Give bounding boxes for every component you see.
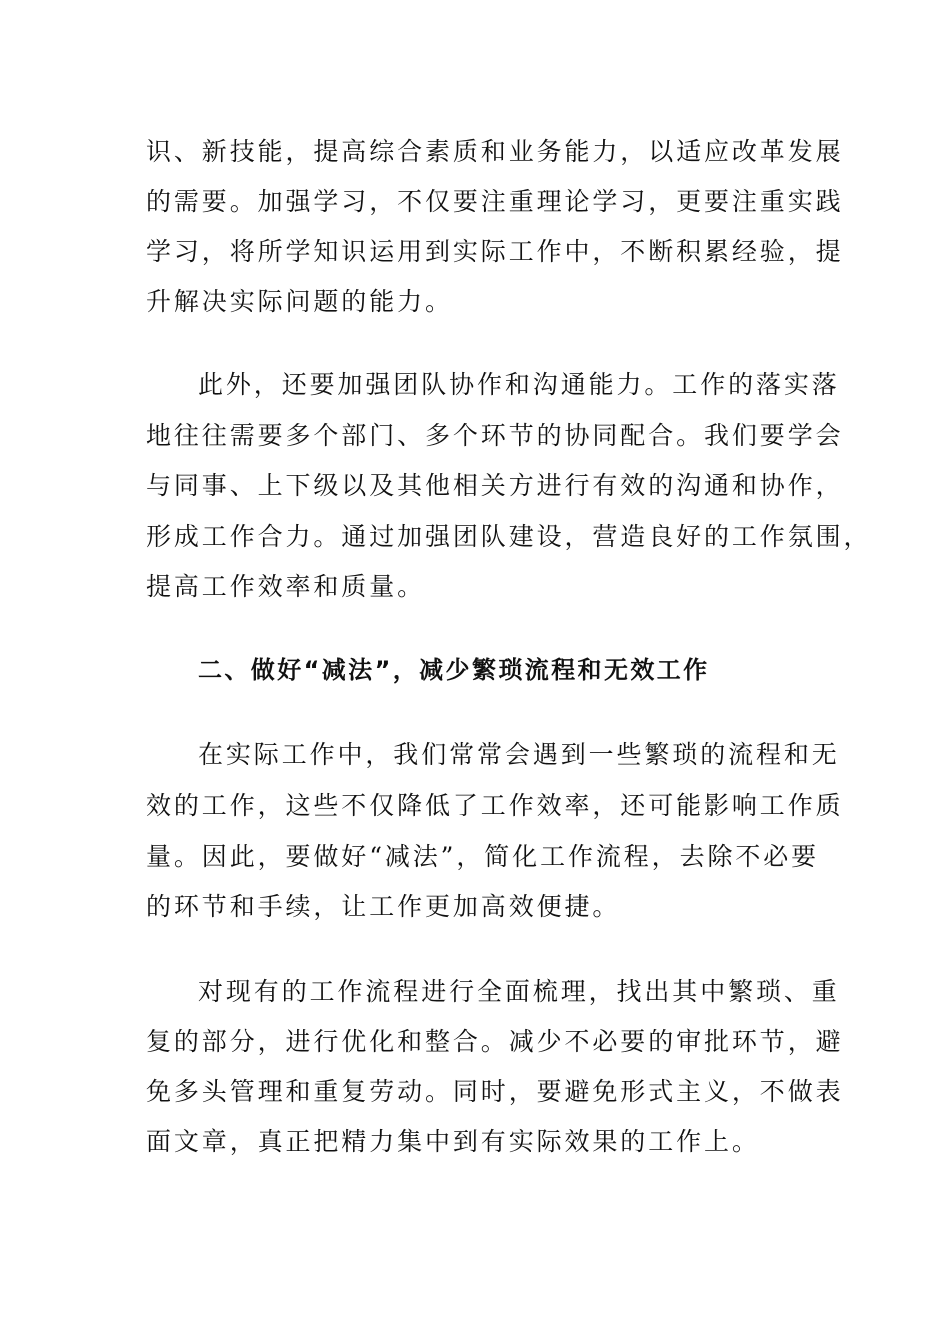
paragraph-4-line-4: 面文章，真正把精力集中到有实际效果的工作上。 (146, 1127, 760, 1156)
paragraph-1-line-4: 升解决实际问题的能力。 (146, 287, 453, 316)
paragraph-2-line-1: 此外，还要加强团队协作和沟通能力。工作的落实落 (198, 370, 840, 399)
paragraph-2-line-2: 地往往需要多个部门、多个环节的协同配合。我们要学会 (146, 421, 844, 450)
paragraph-4-line-2: 复的部分，进行优化和整合。减少不必要的审批环节，避 (146, 1027, 844, 1056)
paragraph-4-line-3: 免多头管理和重复劳动。同时，要避免形式主义，不做表 (146, 1077, 844, 1106)
paragraph-2-line-3: 与同事、上下级以及其他相关方进行有效的沟通和协作， (146, 471, 844, 500)
paragraph-2-line-5: 提高工作效率和质量。 (146, 572, 426, 601)
paragraph-3-line-2: 效的工作，这些不仅降低了工作效率，还可能影响工作质 (146, 791, 844, 820)
paragraph-2-line-4: 形成工作合力。通过加强团队建设，营造良好的工作氛围， (146, 522, 872, 551)
paragraph-3-line-3: 量。因此，要做好“减法”，简化工作流程，去除不必要 (146, 842, 820, 871)
paragraph-1-line-1: 识、新技能，提高综合素质和业务能力，以适应改革发展 (146, 137, 844, 166)
paragraph-1-line-3: 学习，将所学知识运用到实际工作中，不断积累经验，提 (146, 237, 844, 266)
paragraph-4-line-1: 对现有的工作流程进行全面梳理，找出其中繁琐、重 (198, 977, 840, 1006)
section-heading: 二、做好“减法”，减少繁琐流程和无效工作 (198, 656, 710, 684)
paragraph-3-line-1: 在实际工作中，我们常常会遇到一些繁琐的流程和无 (198, 740, 840, 769)
paragraph-1-line-2: 的需要。加强学习，不仅要注重理论学习，更要注重实践 (146, 187, 844, 216)
paragraph-3-line-4: 的环节和手续，让工作更加高效便捷。 (146, 892, 621, 921)
